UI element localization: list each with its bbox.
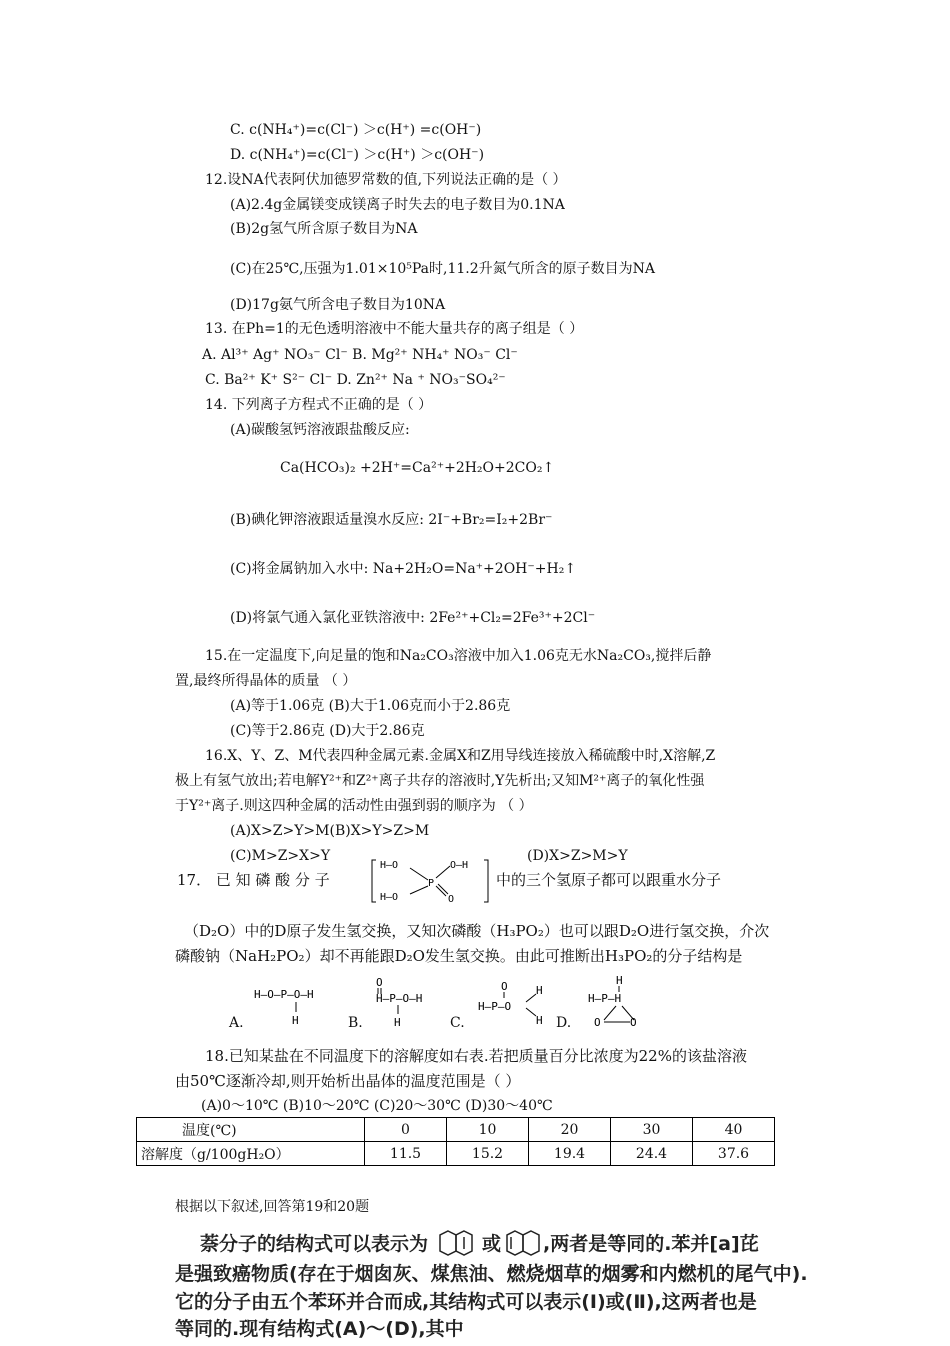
- table-cell: 20: [529, 1118, 611, 1142]
- q14-option-a-equation: Ca(HCO₃)₂ +2H⁺=Ca²⁺+2H₂O+2CO₂↑: [280, 460, 555, 476]
- table-cell: 15.2: [447, 1142, 529, 1166]
- q14-option-a: (A)碳酸氢钙溶液跟盐酸反应:: [230, 422, 410, 438]
- q16-line2: 极上有氢气放出;若电解Y²⁺和Z²⁺离子共存的溶液时,Y先析出;又知M²⁺离子的氧化性强: [175, 773, 705, 789]
- q18-line1: 18.已知某盐在不同温度下的溶解度如右表.若把质量百分比浓度为22%的该盐溶液: [205, 1047, 747, 1065]
- table-cell: 37.6: [693, 1142, 775, 1166]
- table-cell: 0: [365, 1118, 447, 1142]
- naphthalene-text-b: 或: [482, 1233, 502, 1255]
- q18-options: (A)0～10℃ (B)10～20℃ (C)20～30℃ (D)30～40℃: [201, 1098, 553, 1114]
- solubility-table: [136, 1117, 775, 1166]
- benzopyrene-line2: 是强致癌物质(存在于烟囱灰、煤焦油、燃烧烟草的烟雾和内燃机的尾气中).: [175, 1263, 808, 1285]
- table-cell: 10: [447, 1118, 529, 1142]
- q12-option-c: (C)在25℃,压强为1.01×10⁵Pa时,11.2升氮气所含的原子数目为NA: [230, 261, 656, 277]
- table-header-solubility: 溶解度（g/100gH₂O）: [137, 1142, 365, 1166]
- q17-suffix: 中的三个氢原子都可以跟重水分子: [496, 871, 722, 889]
- q13-stem: 13. 在Ph=1的无色透明溶液中不能大量共存的离子组是（ ）: [205, 321, 584, 337]
- q17-option-structures: [226, 976, 646, 1032]
- q17-prefix: 17． 已 知 磷 酸 分 子: [177, 871, 330, 889]
- q17-option-b-label: B.: [348, 1015, 363, 1031]
- table-row: [137, 1142, 775, 1166]
- q12-option-d: (D)17g氨气所含电子数目为10NA: [230, 297, 446, 313]
- svg-text:H—O—P—O—H: H—O—P—O—H: [254, 988, 314, 1001]
- svg-text:H: H: [394, 1016, 401, 1029]
- svg-text:H—P—H: H—P—H: [588, 992, 622, 1005]
- svg-text:H—P—O: H—P—O: [478, 1000, 512, 1013]
- svg-text:O: O: [630, 1016, 637, 1029]
- table-cell: 40: [693, 1118, 775, 1142]
- q15-options-ab: (A)等于1.06克 (B)大于1.06克而小于2.86克: [230, 698, 511, 714]
- svg-text:P: P: [428, 878, 435, 889]
- q14-option-d: (D)将氯气通入氯化亚铁溶液中: 2Fe²⁺+Cl₂=2Fe³⁺+2Cl⁻: [230, 610, 596, 626]
- table-header-temperature: 温度(℃): [137, 1118, 365, 1142]
- table-row: [137, 1118, 775, 1142]
- q12-option-b: (B)2g氢气所含原子数目为NA: [230, 221, 418, 237]
- q17-line3: 磷酸钠（NaH₂PO₂）却不再能跟D₂O发生氢交换。由此可推断出H₃PO₂的分子结构是: [175, 947, 743, 965]
- svg-text:H: H: [616, 976, 623, 987]
- svg-text:O: O: [501, 980, 508, 993]
- q14-option-b: (B)碘化钾溶液跟适量溴水反应: 2I⁻+Br₂=I₂+2Br⁻: [230, 512, 553, 528]
- table-cell: 11.5: [365, 1142, 447, 1166]
- q11-option-c: C. c(NH₄⁺)=c(Cl⁻) ＞c(H⁺) =c(OH⁻): [230, 122, 482, 138]
- q11-option-d: D. c(NH₄⁺)=c(Cl⁻) ＞c(H⁺) ＞c(OH⁻): [230, 147, 485, 163]
- svg-text:H—O: H—O: [380, 860, 399, 871]
- q12-option-a: (A)2.4g金属镁变成镁离子时失去的电子数目为0.1NA: [230, 197, 565, 213]
- q15-line2: 置,最终所得晶体的质量 （ ）: [175, 673, 357, 689]
- naphthalene-structure-1: [438, 1229, 478, 1259]
- q16-options-ab: (A)X>Z>Y>M(B)X>Y>Z>M: [230, 823, 430, 839]
- svg-text:H—P—O—H: H—P—O—H: [376, 992, 423, 1005]
- svg-text:O: O: [448, 894, 455, 905]
- q18-line2: 由50℃逐渐冷却,则开始析出晶体的温度范围是（ ）: [175, 1072, 521, 1090]
- table-cell: 30: [611, 1118, 693, 1142]
- svg-text:O: O: [594, 1016, 601, 1029]
- svg-text:H: H: [536, 984, 543, 997]
- svg-text:H: H: [292, 1014, 299, 1027]
- q13-options-cd: C. Ba²⁺ K⁺ S²⁻ Cl⁻ D. Zn²⁺ Na ⁺ NO₃⁻SO₄²⁻: [205, 372, 506, 388]
- naphthalene-text-a: 萘分子的结构式可以表示为: [200, 1233, 429, 1255]
- phosphoric-acid-structure: [370, 856, 490, 906]
- svg-text:O—H: O—H: [450, 860, 469, 871]
- q12-stem: 12.设NA代表阿伏加德罗常数的值,下列说法正确的是（ ）: [205, 172, 567, 188]
- q16-line3: 于Y²⁺离子.则这四种金属的活动性由强到弱的顺序为 （ ）: [175, 798, 533, 814]
- q16-option-c: (C)M>Z>X>Y: [230, 848, 331, 864]
- q16-option-d: (D)X>Z>M>Y: [527, 848, 628, 864]
- svg-text:H—O: H—O: [380, 892, 399, 903]
- svg-text:O: O: [376, 976, 383, 989]
- svg-text:H: H: [536, 1014, 543, 1027]
- naphthalene-structure-2: [505, 1229, 545, 1259]
- naphthalene-text-c: ,两者是等同的.苯并[a]芘: [543, 1233, 759, 1255]
- q13-options-ab: A. Al³⁺ Ag⁺ NO₃⁻ Cl⁻ B. Mg²⁺ NH₄⁺ NO₃⁻ Cl⁻: [202, 347, 518, 363]
- q17-option-a-label: A.: [229, 1015, 244, 1031]
- benzopyrene-line3: 它的分子由五个苯环并合而成,其结构式可以表示(Ⅰ)或(Ⅱ),这两者也是: [175, 1291, 757, 1313]
- table-cell: 24.4: [611, 1142, 693, 1166]
- q14-option-c: (C)将金属钠加入水中: Na+2H₂O=Na⁺+2OH⁻+H₂↑: [230, 561, 577, 577]
- q19-20-intro: 根据以下叙述,回答第19和20题: [175, 1199, 370, 1215]
- q14-stem: 14. 下列离子方程式不正确的是（ ）: [205, 397, 433, 413]
- q15-options-cd: (C)等于2.86克 (D)大于2.86克: [230, 723, 425, 739]
- table-cell: 19.4: [529, 1142, 611, 1166]
- q17-option-c-label: C.: [450, 1015, 465, 1031]
- benzopyrene-line4: 等同的.现有结构式(A)～(D),其中: [175, 1318, 464, 1340]
- q17-line2: （D₂O）中的D原子发生氢交换，又知次磷酸（H₃PO₂）也可以跟D₂O进行氢交换，介次: [184, 922, 770, 940]
- q16-line1: 16.X、Y、Z、M代表四种金属元素.金属X和Z用导线连接放入稀硫酸中时,X溶解,Z: [205, 748, 716, 764]
- q15-line1: 15.在一定温度下,向足量的饱和Na₂CO₃溶液中加入1.06克无水Na₂CO₃,搅拌后静: [205, 648, 712, 664]
- q17-option-d-label: D.: [556, 1015, 572, 1031]
